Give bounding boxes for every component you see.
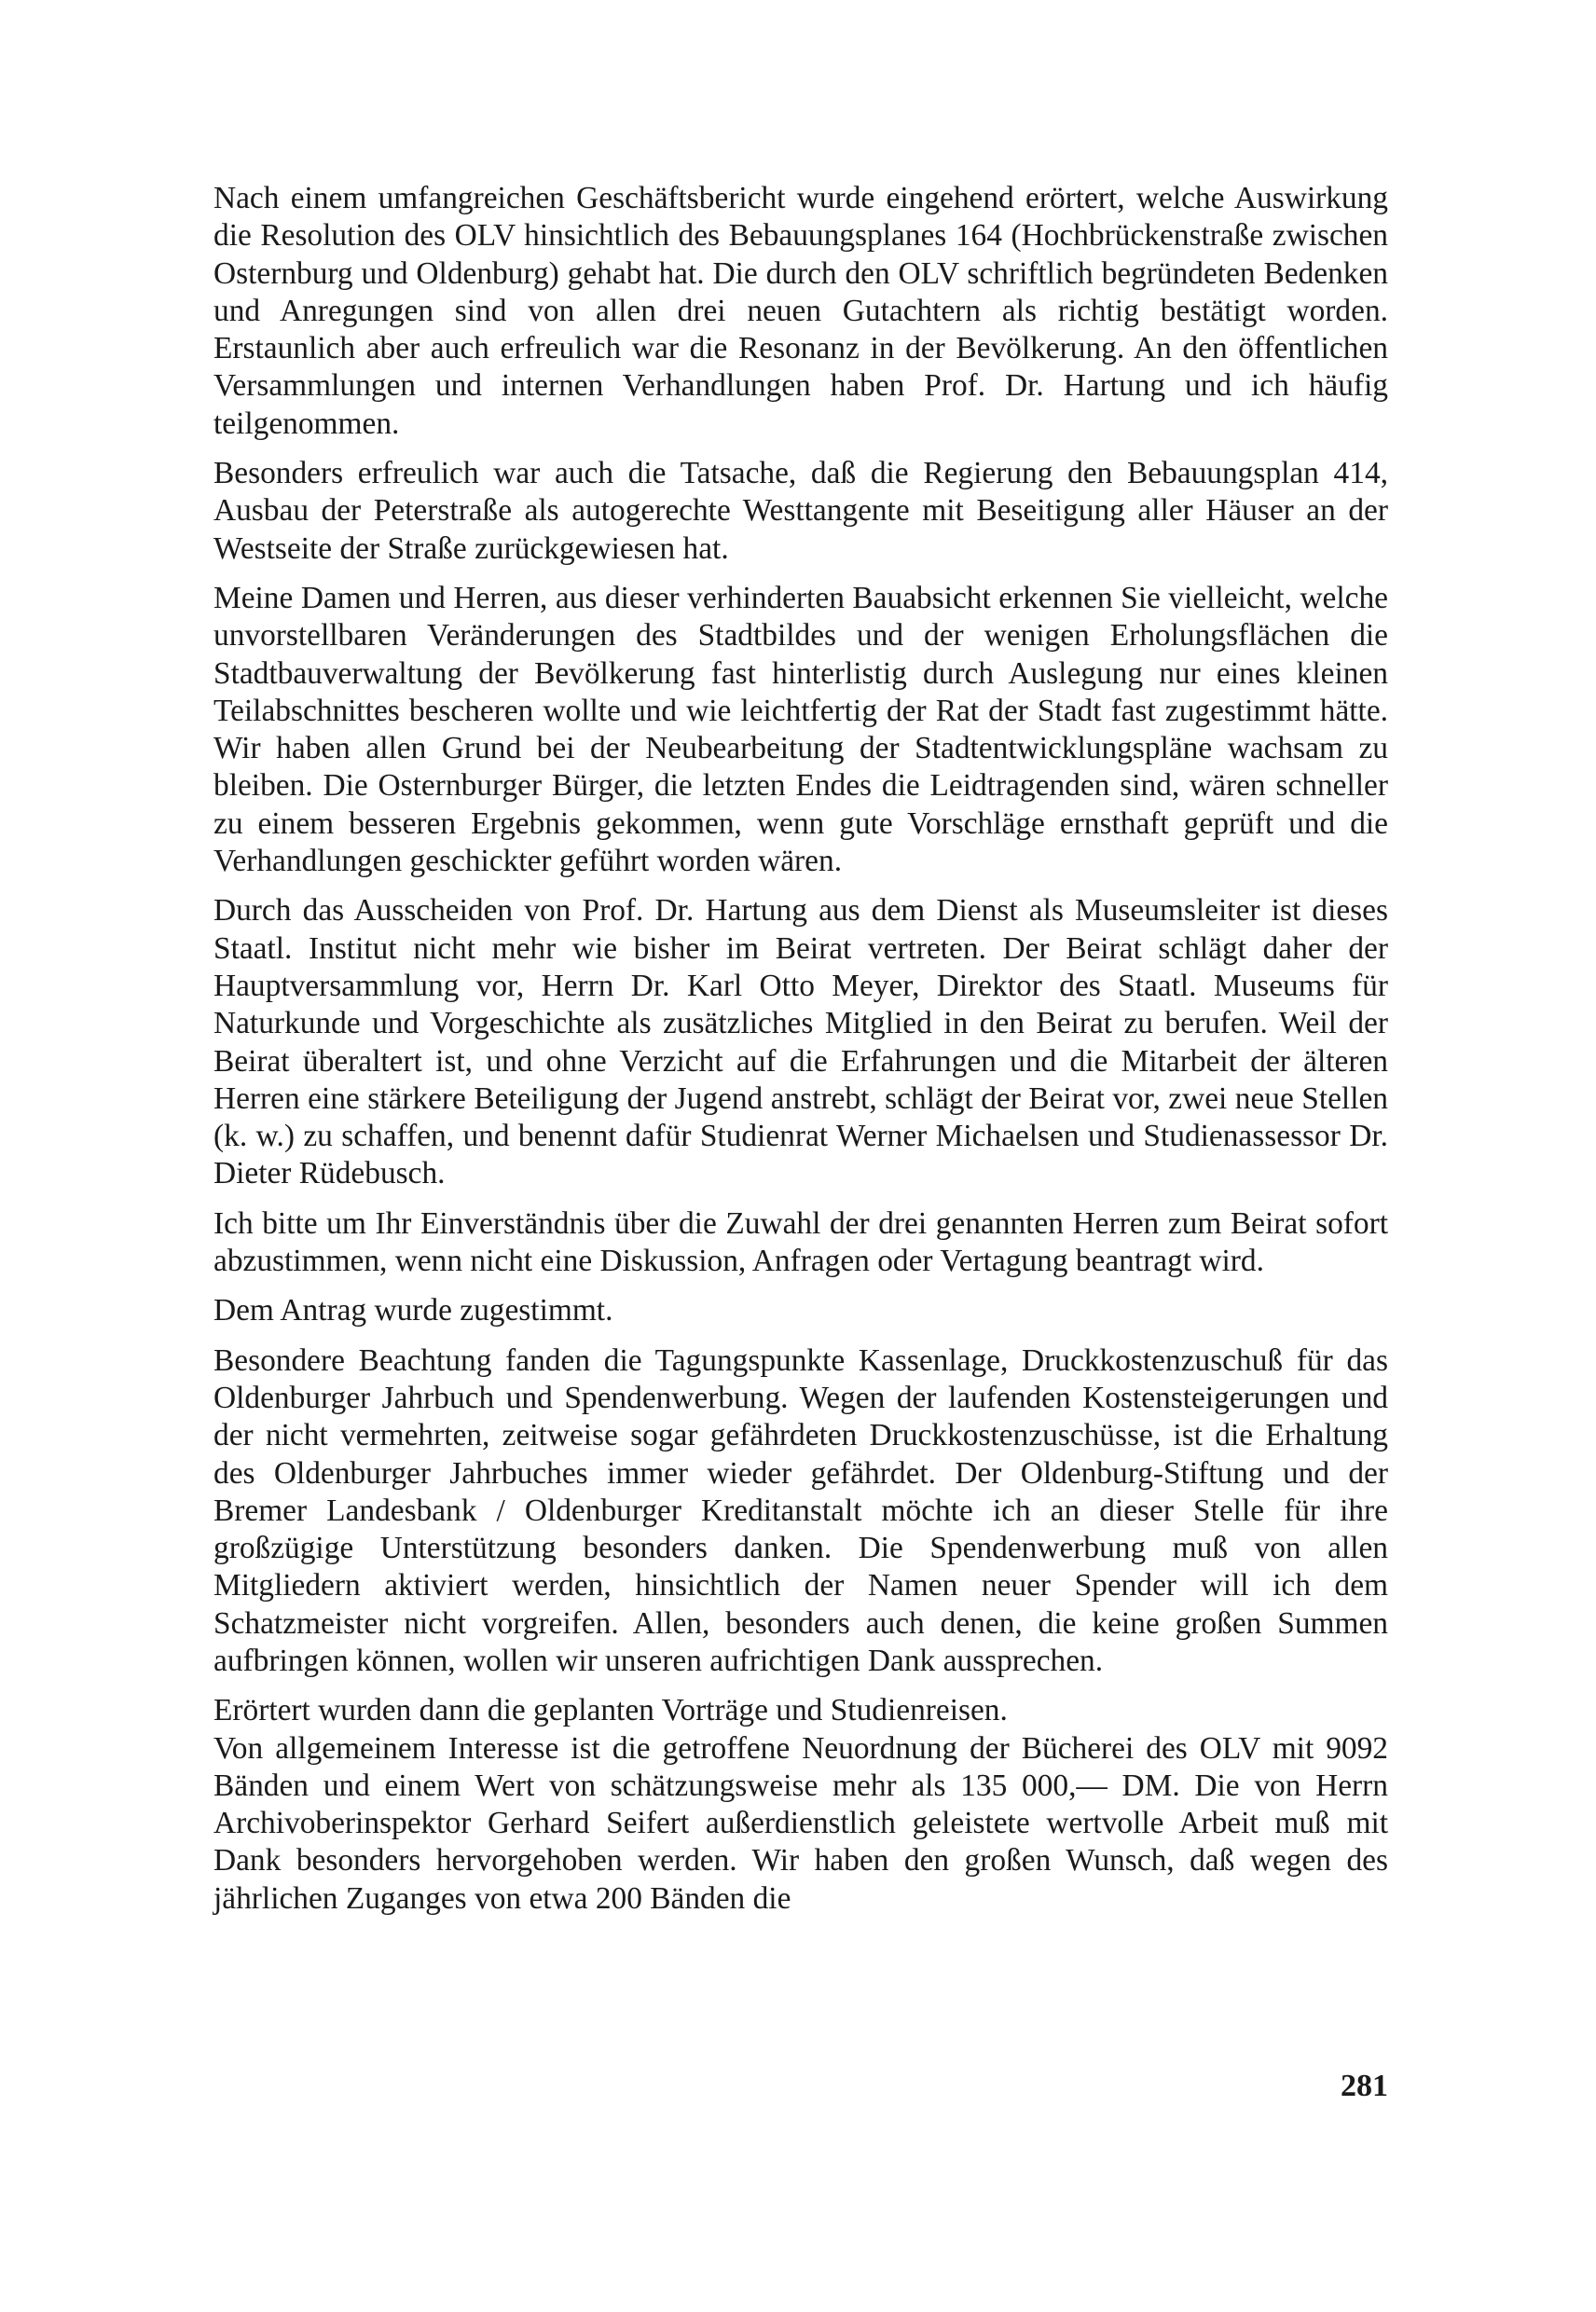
paragraph-stadtbild: Meine Damen und Herren, aus dieser verhinderten Bauabsicht erkennen Sie vielleicht, welche unvorstellbaren Veränderungen des Stadtbildes und der wenigen Erholungsflächen die Stadtbauverwaltung der Bevölkerung fast hinterlistig durch Auslegung nur eines kleinen Teilabschnittes bescheren wollte und wie leichtfertig der Rat der Stadt fast zugestimmt hätte. Wir haben allen Grund bei der Neubearbeitung der Stadtentwicklungspläne wachsam zu bleiben. Die Osternburger Bürger, die letzten Endes die Leidtragenden sind, wären schneller zu einem besseren Ergebnis gekommen, wenn gute Vorschläge ernsthaft geprüft und die Verhandlungen geschickter geführt worden wären. [213, 580, 1388, 879]
paragraph-buecherei: Von allgemeinem Interesse ist die getroffene Neuordnung der Bücherei des OLV mit 9092 Bänden und einem Wert von schätzungsweise mehr als 135 000,— DM. Die von Herrn Archivoberinspektor Gerhard Seifert außerdienstlich geleistete wertvolle Arbeit muß mit Dank besonders hervorgehoben werden. Wir haben den großen Wunsch, daß wegen des jährlichen Zuganges von etwa 200 Bänden die [213, 1730, 1388, 1916]
page-number: 281 [1341, 2069, 1388, 2103]
paragraph-vortraege: Erörtert wurden dann die geplanten Vorträge und Studienreisen. [213, 1693, 1008, 1728]
paragraph-zuwahl: Ich bitte um Ihr Einverständnis über die Zuwahl der drei genannten Herren zum Beirat sofort abzustimmen, wenn nicht eine Diskussion, Anfragen oder Vertagung beantragt wird. [213, 1205, 1388, 1279]
paragraph-beirat: Durch das Ausscheiden von Prof. Dr. Hartung aus dem Dienst als Museumsleiter ist dieses Staatl. Institut nicht mehr wie bisher im Beirat vertreten. Der Beirat schlägt daher der Hauptversammlung vor, Herrn Dr. Karl Otto Meyer, Direktor des Staatl. Museums für Naturkunde und Vorgeschichte als zusätzliches Mitglied in den Beirat zu berufen. Weil der Beirat überaltert ist, und ohne Verzicht auf die Erfahrungen und die Mitarbeit der älteren Herren eine stärkere Beteiligung der Jugend anstrebt, schlägt der Beirat vor, zwei neue Stellen (k. w.) zu schaffen, und benennt dafür Studienrat Werner Michaelsen und Studienassessor Dr. Dieter Rüdebusch. [213, 893, 1388, 1191]
paragraph-kassenlage: Besondere Beachtung fanden die Tagungspunkte Kassenlage, Druckkostenzuschuß für das Oldenburger Jahrbuch und Spendenwerbung. Wegen der laufenden Kostensteigerungen und der nicht vermehrten, zeitweise sogar gefährdeten Druckkostenzuschüsse, ist die Erhaltung des Oldenburger Jahrbuches immer wieder gefährdet. Der Oldenburg-Stiftung und der Bremer Landesbank / Oldenburger Kreditanstalt möchte ich an dieser Stelle für ihre großzügige Unterstützung besonders danken. Die Spendenwerbung muß von allen Mitgliedern aktiviert werden, hinsichtlich der Namen neuer Spender will ich dem Schatzmeister nicht vorgreifen. Allen, besonders auch denen, die keine großen Summen aufbringen können, wollen wir unseren aufrichtigen Dank aussprechen. [213, 1342, 1388, 1678]
paragraph-olv-resolution: Nach einem umfangreichen Geschäftsbericht wurde eingehend erörtert, welche Auswirkung die Resolution des OLV hinsichtlich des Bebauungsplanes 164 (Hochbrückenstraße zwischen Osternburg und Oldenburg) gehabt hat. Die durch den OLV schriftlich begründeten Bedenken und Anregungen sind von allen drei neuen Gutachtern als richtig bestätigt worden. Erstaunlich aber auch erfreulich war die Resonanz in der Bevölkerung. An den öffentlichen Versammlungen und internen Verhandlungen haben Prof. Dr. Hartung und ich häufig teilgenommen. [213, 181, 1388, 441]
paragraph-antrag: Dem Antrag wurde zugestimmt. [213, 1293, 613, 1328]
paragraph-bebauungsplan-414: Besonders erfreulich war auch die Tatsache, daß die Regierung den Bebauungsplan 414, Ausbau der Peterstraße als autogerechte Westtangente mit Beseitigung aller Häuser an der Westseite der Straße zurückgewiesen hat. [213, 456, 1388, 566]
body-text [213, 180, 1388, 1930]
